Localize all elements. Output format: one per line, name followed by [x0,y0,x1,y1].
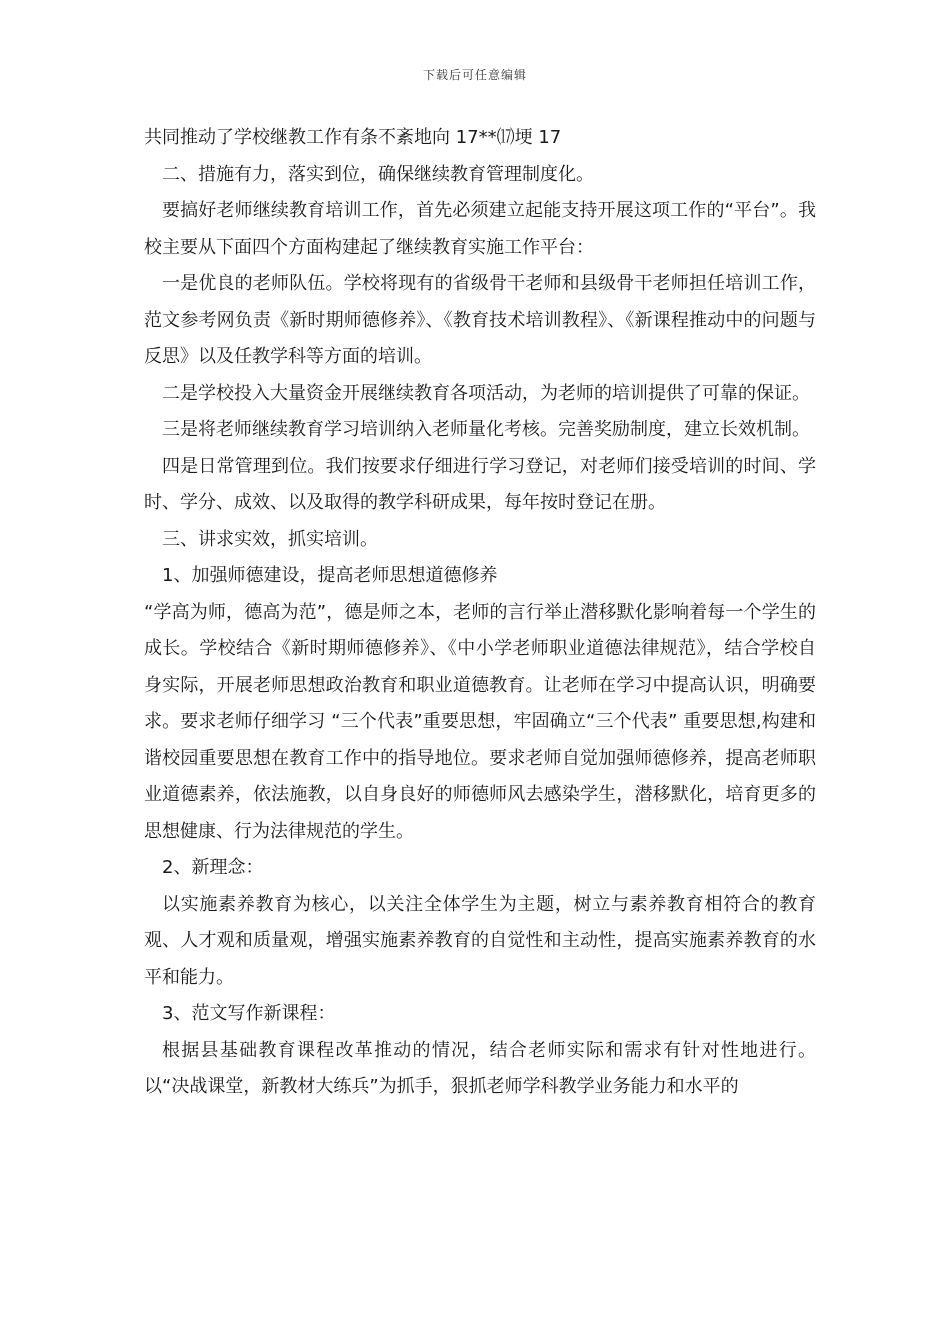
paragraph: “学高为师，德高为范”，德是师之本，老师的言行举止潜移默化影响着每一个学生的成长。学校结合《新时期师德修养》、《中小学老师职业道德法律规范》，结合学校自身实际，开展老师思想政治教育和职业道德教育。让老师在学习中提高认识，明确要求。要求老师仔细学习 “三个代表”重要思想，牢固确立“三个代表” 重要思想,构建和谐校园重要思想在教育工作中的指导地位。要求老师自觉加强师德修养，提高老师职业道德素养，依法施教，以自身良好的师德师风去感染学生，潜移默化，培育更多的思想健康、行为法律规范的学生。 [144,601,816,842]
section-heading: 二、措施有力，落实到位，确保继续教育管理制度化。 [162,163,594,185]
subsection-heading: 1、加强师德建设，提高老师思想道德修养 [162,565,498,586]
subsection-heading: 2、新理念： [162,857,264,878]
paragraph: 共同推动了学校继教工作有条不紊地向 17**⒄埂 17 [144,127,562,148]
paragraph: 以实施素养教育为核心，以关注全体学生为主题，树立与素养教育相符合的教育观、人才观和质量观，增强实施素养教育的自觉性和主动性，提高实施素养教育的水平和能力。 [144,893,816,988]
subsection-heading: 3、范文写作新课程： [162,1003,336,1024]
document-body [144,120,816,1106]
paragraph: 三是将老师继续教育学习培训纳入老师量化考核。完善奖励制度，建立长效机制。 [162,419,810,440]
paragraph: 根据县基础教育课程改革推动的情况，结合老师实际和需求有针对性地进行。以“决战课堂，新教材大练兵”为抓手，狠抓老师学科教学业务能力和水平的 [144,1039,816,1097]
paragraph: 要搞好老师继续教育培训工作，首先必须建立起能支持开展这项工作的“平台”。我校主要从下面四个方面构建起了继续教育实施工作平台： [144,200,816,258]
page-header: 下载后可任意编辑 [422,68,527,82]
section-heading: 三、讲求实效，抓实培训。 [162,528,378,550]
paragraph: 四是日常管理到位。我们按要求仔细进行学习登记，对老师们接受培训的时间、学时、学分、成效、以及取得的教学科研成果，每年按时登记在册。 [144,455,816,513]
paragraph: 一是优良的老师队伍。学校将现有的省级骨干老师和县级骨干老师担任培训工作，范文参考网负责《新时期师德修养》、《教育技术培训教程》、《新课程推动中的问题与反思》以及任教学科等方面的培训。 [144,273,816,367]
paragraph: 二是学校投入大量资金开展继续教育各项活动，为老师的培训提供了可靠的保证。 [162,382,810,404]
